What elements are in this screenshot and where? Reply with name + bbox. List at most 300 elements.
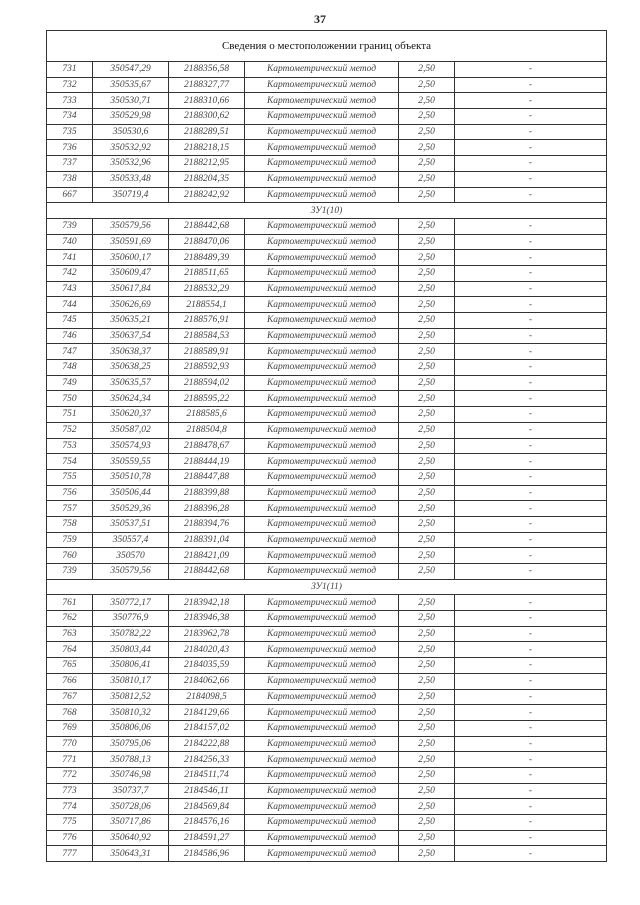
accuracy-cell: 2,50 — [399, 109, 455, 125]
point-number-cell: 747 — [47, 344, 93, 360]
method-cell: Картометрический метод — [245, 658, 399, 674]
method-cell: Картометрический метод — [245, 516, 399, 532]
x-coordinate-cell: 350746,98 — [93, 767, 169, 783]
x-coordinate-cell: 350510,78 — [93, 469, 169, 485]
description-cell: - — [455, 234, 607, 250]
description-cell: - — [455, 736, 607, 752]
point-number-cell: 760 — [47, 548, 93, 564]
description-cell: - — [455, 830, 607, 846]
x-coordinate-cell: 350803,44 — [93, 642, 169, 658]
accuracy-cell: 2,50 — [399, 62, 455, 78]
table-row — [47, 234, 607, 250]
accuracy-cell: 2,50 — [399, 281, 455, 297]
x-coordinate-cell: 350617,84 — [93, 281, 169, 297]
description-cell: - — [455, 689, 607, 705]
description-cell: - — [455, 532, 607, 548]
method-cell: Картометрический метод — [245, 124, 399, 140]
point-number-cell: 757 — [47, 501, 93, 517]
method-cell: Картометрический метод — [245, 595, 399, 611]
accuracy-cell: 2,50 — [399, 93, 455, 109]
point-number-cell: 764 — [47, 642, 93, 658]
method-cell: Картометрический метод — [245, 407, 399, 423]
x-coordinate-cell: 350717,86 — [93, 815, 169, 831]
accuracy-cell: 2,50 — [399, 516, 455, 532]
accuracy-cell: 2,50 — [399, 736, 455, 752]
y-coordinate-cell: 2184586,96 — [169, 846, 245, 862]
y-coordinate-cell: 2188532,29 — [169, 281, 245, 297]
description-cell: - — [455, 422, 607, 438]
y-coordinate-cell: 2188396,28 — [169, 501, 245, 517]
y-coordinate-cell: 2188310,66 — [169, 93, 245, 109]
x-coordinate-cell: 350788,13 — [93, 752, 169, 768]
point-number-cell: 733 — [47, 93, 93, 109]
point-number-cell: 736 — [47, 140, 93, 156]
accuracy-cell: 2,50 — [399, 156, 455, 172]
table-row — [47, 360, 607, 376]
table-row — [47, 297, 607, 313]
y-coordinate-cell: 2184576,16 — [169, 815, 245, 831]
y-coordinate-cell: 2184546,11 — [169, 783, 245, 799]
table-row — [47, 595, 607, 611]
y-coordinate-cell: 2188356,58 — [169, 62, 245, 78]
point-number-cell: 766 — [47, 673, 93, 689]
method-cell: Картометрический метод — [245, 281, 399, 297]
y-coordinate-cell: 2188212,95 — [169, 156, 245, 172]
table-row — [47, 658, 607, 674]
point-number-cell: 741 — [47, 250, 93, 266]
accuracy-cell: 2,50 — [399, 218, 455, 234]
point-number-cell: 753 — [47, 438, 93, 454]
x-coordinate-cell: 350624,34 — [93, 391, 169, 407]
description-cell: - — [455, 109, 607, 125]
accuracy-cell: 2,50 — [399, 313, 455, 329]
y-coordinate-cell: 2184020,43 — [169, 642, 245, 658]
y-coordinate-cell: 2188511,65 — [169, 265, 245, 281]
description-cell: - — [455, 391, 607, 407]
point-number-cell: 746 — [47, 328, 93, 344]
y-coordinate-cell: 2188595,22 — [169, 391, 245, 407]
description-cell: - — [455, 171, 607, 187]
y-coordinate-cell: 2188391,04 — [169, 532, 245, 548]
accuracy-cell: 2,50 — [399, 689, 455, 705]
description-cell: - — [455, 265, 607, 281]
point-number-cell: 743 — [47, 281, 93, 297]
x-coordinate-cell: 350643,31 — [93, 846, 169, 862]
point-number-cell: 774 — [47, 799, 93, 815]
x-coordinate-cell: 350772,17 — [93, 595, 169, 611]
table-body — [47, 31, 607, 862]
y-coordinate-cell: 2188394,76 — [169, 516, 245, 532]
accuracy-cell: 2,50 — [399, 815, 455, 831]
point-number-cell: 735 — [47, 124, 93, 140]
point-number-cell: 750 — [47, 391, 93, 407]
y-coordinate-cell: 2184511,74 — [169, 767, 245, 783]
method-cell: Картометрический метод — [245, 767, 399, 783]
table-row — [47, 705, 607, 721]
method-cell: Картометрический метод — [245, 187, 399, 203]
accuracy-cell: 2,50 — [399, 846, 455, 862]
accuracy-cell: 2,50 — [399, 140, 455, 156]
x-coordinate-cell: 350737,7 — [93, 783, 169, 799]
method-cell: Картометрический метод — [245, 93, 399, 109]
x-coordinate-cell: 350810,32 — [93, 705, 169, 721]
accuracy-cell: 2,50 — [399, 611, 455, 627]
accuracy-cell: 2,50 — [399, 234, 455, 250]
accuracy-cell: 2,50 — [399, 360, 455, 376]
accuracy-cell: 2,50 — [399, 564, 455, 580]
table-title: Сведения о местоположении границ объекта — [47, 31, 607, 62]
description-cell: - — [455, 548, 607, 564]
point-number-cell: 737 — [47, 156, 93, 172]
description-cell: - — [455, 93, 607, 109]
table-row — [47, 93, 607, 109]
y-coordinate-cell: 2188585,6 — [169, 407, 245, 423]
method-cell: Картометрический метод — [245, 783, 399, 799]
x-coordinate-cell: 350547,29 — [93, 62, 169, 78]
point-number-cell: 755 — [47, 469, 93, 485]
y-coordinate-cell: 2184098,5 — [169, 689, 245, 705]
table-row — [47, 501, 607, 517]
x-coordinate-cell: 350640,92 — [93, 830, 169, 846]
y-coordinate-cell: 2184157,02 — [169, 720, 245, 736]
table-row — [47, 752, 607, 768]
description-cell: - — [455, 281, 607, 297]
table-row — [47, 626, 607, 642]
accuracy-cell: 2,50 — [399, 532, 455, 548]
table-row — [47, 140, 607, 156]
accuracy-cell: 2,50 — [399, 642, 455, 658]
table-title-row — [47, 31, 607, 62]
point-number-cell: 776 — [47, 830, 93, 846]
accuracy-cell: 2,50 — [399, 595, 455, 611]
description-cell: - — [455, 218, 607, 234]
point-number-cell: 667 — [47, 187, 93, 203]
accuracy-cell: 2,50 — [399, 438, 455, 454]
method-cell: Картометрический метод — [245, 815, 399, 831]
x-coordinate-cell: 350529,98 — [93, 109, 169, 125]
point-number-cell: 739 — [47, 218, 93, 234]
y-coordinate-cell: 2188576,91 — [169, 313, 245, 329]
accuracy-cell: 2,50 — [399, 783, 455, 799]
table-row — [47, 187, 607, 203]
accuracy-cell: 2,50 — [399, 705, 455, 721]
y-coordinate-cell: 2188242,92 — [169, 187, 245, 203]
y-coordinate-cell: 2188447,88 — [169, 469, 245, 485]
accuracy-cell: 2,50 — [399, 171, 455, 187]
accuracy-cell: 2,50 — [399, 124, 455, 140]
y-coordinate-cell: 2184256,33 — [169, 752, 245, 768]
description-cell: - — [455, 626, 607, 642]
description-cell: - — [455, 720, 607, 736]
description-cell: - — [455, 62, 607, 78]
y-coordinate-cell: 2188444,19 — [169, 454, 245, 470]
x-coordinate-cell: 350506,44 — [93, 485, 169, 501]
table-row — [47, 265, 607, 281]
y-coordinate-cell: 2188470,06 — [169, 234, 245, 250]
x-coordinate-cell: 350810,17 — [93, 673, 169, 689]
x-coordinate-cell: 350626,69 — [93, 297, 169, 313]
accuracy-cell: 2,50 — [399, 344, 455, 360]
method-cell: Картометрический метод — [245, 689, 399, 705]
point-number-cell: 744 — [47, 297, 93, 313]
description-cell: - — [455, 564, 607, 580]
method-cell: Картометрический метод — [245, 140, 399, 156]
table-row — [47, 469, 607, 485]
point-number-cell: 759 — [47, 532, 93, 548]
x-coordinate-cell: 350600,17 — [93, 250, 169, 266]
y-coordinate-cell: 2188504,8 — [169, 422, 245, 438]
description-cell: - — [455, 673, 607, 689]
description-cell: - — [455, 767, 607, 783]
y-coordinate-cell: 2184222,88 — [169, 736, 245, 752]
y-coordinate-cell: 2188327,77 — [169, 77, 245, 93]
table-row — [47, 407, 607, 423]
description-cell: - — [455, 642, 607, 658]
accuracy-cell: 2,50 — [399, 799, 455, 815]
x-coordinate-cell: 350795,06 — [93, 736, 169, 752]
accuracy-cell: 2,50 — [399, 375, 455, 391]
method-cell: Картометрический метод — [245, 454, 399, 470]
y-coordinate-cell: 2188584,53 — [169, 328, 245, 344]
accuracy-cell: 2,50 — [399, 250, 455, 266]
table-row — [47, 767, 607, 783]
table-row — [47, 171, 607, 187]
description-cell: - — [455, 611, 607, 627]
y-coordinate-cell: 2188421,09 — [169, 548, 245, 564]
description-cell: - — [455, 454, 607, 470]
method-cell: Картометрический метод — [245, 532, 399, 548]
table-row — [47, 548, 607, 564]
x-coordinate-cell: 350530,6 — [93, 124, 169, 140]
y-coordinate-cell: 2188218,15 — [169, 140, 245, 156]
accuracy-cell: 2,50 — [399, 830, 455, 846]
method-cell: Картометрический метод — [245, 485, 399, 501]
x-coordinate-cell: 350579,56 — [93, 218, 169, 234]
y-coordinate-cell: 2188554,1 — [169, 297, 245, 313]
table-row — [47, 830, 607, 846]
y-coordinate-cell: 2188442,68 — [169, 564, 245, 580]
table-row — [47, 736, 607, 752]
x-coordinate-cell: 350532,96 — [93, 156, 169, 172]
table-row — [47, 124, 607, 140]
accuracy-cell: 2,50 — [399, 265, 455, 281]
point-number-cell: 758 — [47, 516, 93, 532]
description-cell: - — [455, 407, 607, 423]
method-cell: Картометрический метод — [245, 611, 399, 627]
y-coordinate-cell: 2184591,27 — [169, 830, 245, 846]
accuracy-cell: 2,50 — [399, 548, 455, 564]
x-coordinate-cell: 350579,56 — [93, 564, 169, 580]
table-row — [47, 109, 607, 125]
point-number-cell: 777 — [47, 846, 93, 862]
method-cell: Картометрический метод — [245, 752, 399, 768]
y-coordinate-cell: 2184569,84 — [169, 799, 245, 815]
method-cell: Картометрический метод — [245, 673, 399, 689]
y-coordinate-cell: 2183962,78 — [169, 626, 245, 642]
method-cell: Картометрический метод — [245, 234, 399, 250]
accuracy-cell: 2,50 — [399, 297, 455, 313]
method-cell: Картометрический метод — [245, 548, 399, 564]
description-cell: - — [455, 799, 607, 815]
x-coordinate-cell: 350620,37 — [93, 407, 169, 423]
description-cell: - — [455, 469, 607, 485]
point-number-cell: 769 — [47, 720, 93, 736]
point-number-cell: 762 — [47, 611, 93, 627]
y-coordinate-cell: 2184035,59 — [169, 658, 245, 674]
description-cell: - — [455, 705, 607, 721]
y-coordinate-cell: 2188478,67 — [169, 438, 245, 454]
description-cell: - — [455, 501, 607, 517]
method-cell: Картометрический метод — [245, 156, 399, 172]
method-cell: Картометрический метод — [245, 109, 399, 125]
accuracy-cell: 2,50 — [399, 469, 455, 485]
description-cell: - — [455, 156, 607, 172]
table-row — [47, 328, 607, 344]
method-cell: Картометрический метод — [245, 171, 399, 187]
accuracy-cell: 2,50 — [399, 752, 455, 768]
x-coordinate-cell: 350537,51 — [93, 516, 169, 532]
table-row — [47, 313, 607, 329]
page-number: 37 — [314, 12, 326, 26]
point-number-cell: 771 — [47, 752, 93, 768]
table-row — [47, 799, 607, 815]
section-header: ЗУ1(11) — [47, 579, 607, 595]
point-number-cell: 740 — [47, 234, 93, 250]
table-row — [47, 344, 607, 360]
x-coordinate-cell: 350812,52 — [93, 689, 169, 705]
x-coordinate-cell: 350533,48 — [93, 171, 169, 187]
method-cell: Картометрический метод — [245, 77, 399, 93]
y-coordinate-cell: 2183946,38 — [169, 611, 245, 627]
accuracy-cell: 2,50 — [399, 720, 455, 736]
table-row — [47, 454, 607, 470]
method-cell: Картометрический метод — [245, 62, 399, 78]
table-row — [47, 516, 607, 532]
x-coordinate-cell: 350532,92 — [93, 140, 169, 156]
accuracy-cell: 2,50 — [399, 501, 455, 517]
x-coordinate-cell: 350529,36 — [93, 501, 169, 517]
description-cell: - — [455, 783, 607, 799]
method-cell: Картометрический метод — [245, 438, 399, 454]
x-coordinate-cell: 350776,9 — [93, 611, 169, 627]
table-row — [47, 846, 607, 862]
table-row — [47, 564, 607, 580]
method-cell: Картометрический метод — [245, 328, 399, 344]
table-row — [47, 485, 607, 501]
point-number-cell: 742 — [47, 265, 93, 281]
method-cell: Картометрический метод — [245, 360, 399, 376]
point-number-cell: 772 — [47, 767, 93, 783]
x-coordinate-cell: 350719,4 — [93, 187, 169, 203]
description-cell: - — [455, 140, 607, 156]
point-number-cell: 773 — [47, 783, 93, 799]
point-number-cell: 770 — [47, 736, 93, 752]
point-number-cell: 767 — [47, 689, 93, 705]
x-coordinate-cell: 350574,93 — [93, 438, 169, 454]
method-cell: Картометрический метод — [245, 720, 399, 736]
table-row — [47, 281, 607, 297]
method-cell: Картометрический метод — [245, 501, 399, 517]
table-row — [47, 611, 607, 627]
table-row — [47, 720, 607, 736]
accuracy-cell: 2,50 — [399, 626, 455, 642]
y-coordinate-cell: 2188592,93 — [169, 360, 245, 376]
method-cell: Картометрический метод — [245, 830, 399, 846]
y-coordinate-cell: 2184129,66 — [169, 705, 245, 721]
method-cell: Картометрический метод — [245, 642, 399, 658]
table-row — [47, 532, 607, 548]
description-cell: - — [455, 815, 607, 831]
point-number-cell: 765 — [47, 658, 93, 674]
table-row — [47, 62, 607, 78]
description-cell: - — [455, 313, 607, 329]
table-row — [47, 689, 607, 705]
accuracy-cell: 2,50 — [399, 187, 455, 203]
point-number-cell: 738 — [47, 171, 93, 187]
description-cell: - — [455, 658, 607, 674]
point-number-cell: 739 — [47, 564, 93, 580]
method-cell: Картометрический метод — [245, 799, 399, 815]
method-cell: Картометрический метод — [245, 344, 399, 360]
section-header-row — [47, 579, 607, 595]
section-header: ЗУ1(10) — [47, 203, 607, 219]
method-cell: Картометрический метод — [245, 469, 399, 485]
y-coordinate-cell: 2183942,18 — [169, 595, 245, 611]
method-cell: Картометрический метод — [245, 218, 399, 234]
accuracy-cell: 2,50 — [399, 77, 455, 93]
point-number-cell: 775 — [47, 815, 93, 831]
method-cell: Картометрический метод — [245, 391, 399, 407]
x-coordinate-cell: 350535,67 — [93, 77, 169, 93]
boundary-coordinates-table — [46, 30, 607, 862]
accuracy-cell: 2,50 — [399, 391, 455, 407]
table-row — [47, 673, 607, 689]
point-number-cell: 732 — [47, 77, 93, 93]
method-cell: Картометрический метод — [245, 313, 399, 329]
accuracy-cell: 2,50 — [399, 485, 455, 501]
description-cell: - — [455, 250, 607, 266]
point-number-cell: 761 — [47, 595, 93, 611]
x-coordinate-cell: 350557,4 — [93, 532, 169, 548]
method-cell: Картометрический метод — [245, 626, 399, 642]
description-cell: - — [455, 344, 607, 360]
method-cell: Картометрический метод — [245, 375, 399, 391]
description-cell: - — [455, 297, 607, 313]
table-row — [47, 218, 607, 234]
method-cell: Картометрический метод — [245, 705, 399, 721]
point-number-cell: 731 — [47, 62, 93, 78]
y-coordinate-cell: 2188204,35 — [169, 171, 245, 187]
x-coordinate-cell: 350637,54 — [93, 328, 169, 344]
table-row — [47, 815, 607, 831]
method-cell: Картометрический метод — [245, 422, 399, 438]
point-number-cell: 752 — [47, 422, 93, 438]
table-row — [47, 375, 607, 391]
description-cell: - — [455, 187, 607, 203]
accuracy-cell: 2,50 — [399, 673, 455, 689]
y-coordinate-cell: 2184062,66 — [169, 673, 245, 689]
y-coordinate-cell: 2188589,91 — [169, 344, 245, 360]
description-cell: - — [455, 77, 607, 93]
description-cell: - — [455, 328, 607, 344]
x-coordinate-cell: 350635,57 — [93, 375, 169, 391]
description-cell: - — [455, 752, 607, 768]
table-row — [47, 391, 607, 407]
table-row — [47, 783, 607, 799]
point-number-cell: 768 — [47, 705, 93, 721]
description-cell: - — [455, 595, 607, 611]
y-coordinate-cell: 2188300,62 — [169, 109, 245, 125]
